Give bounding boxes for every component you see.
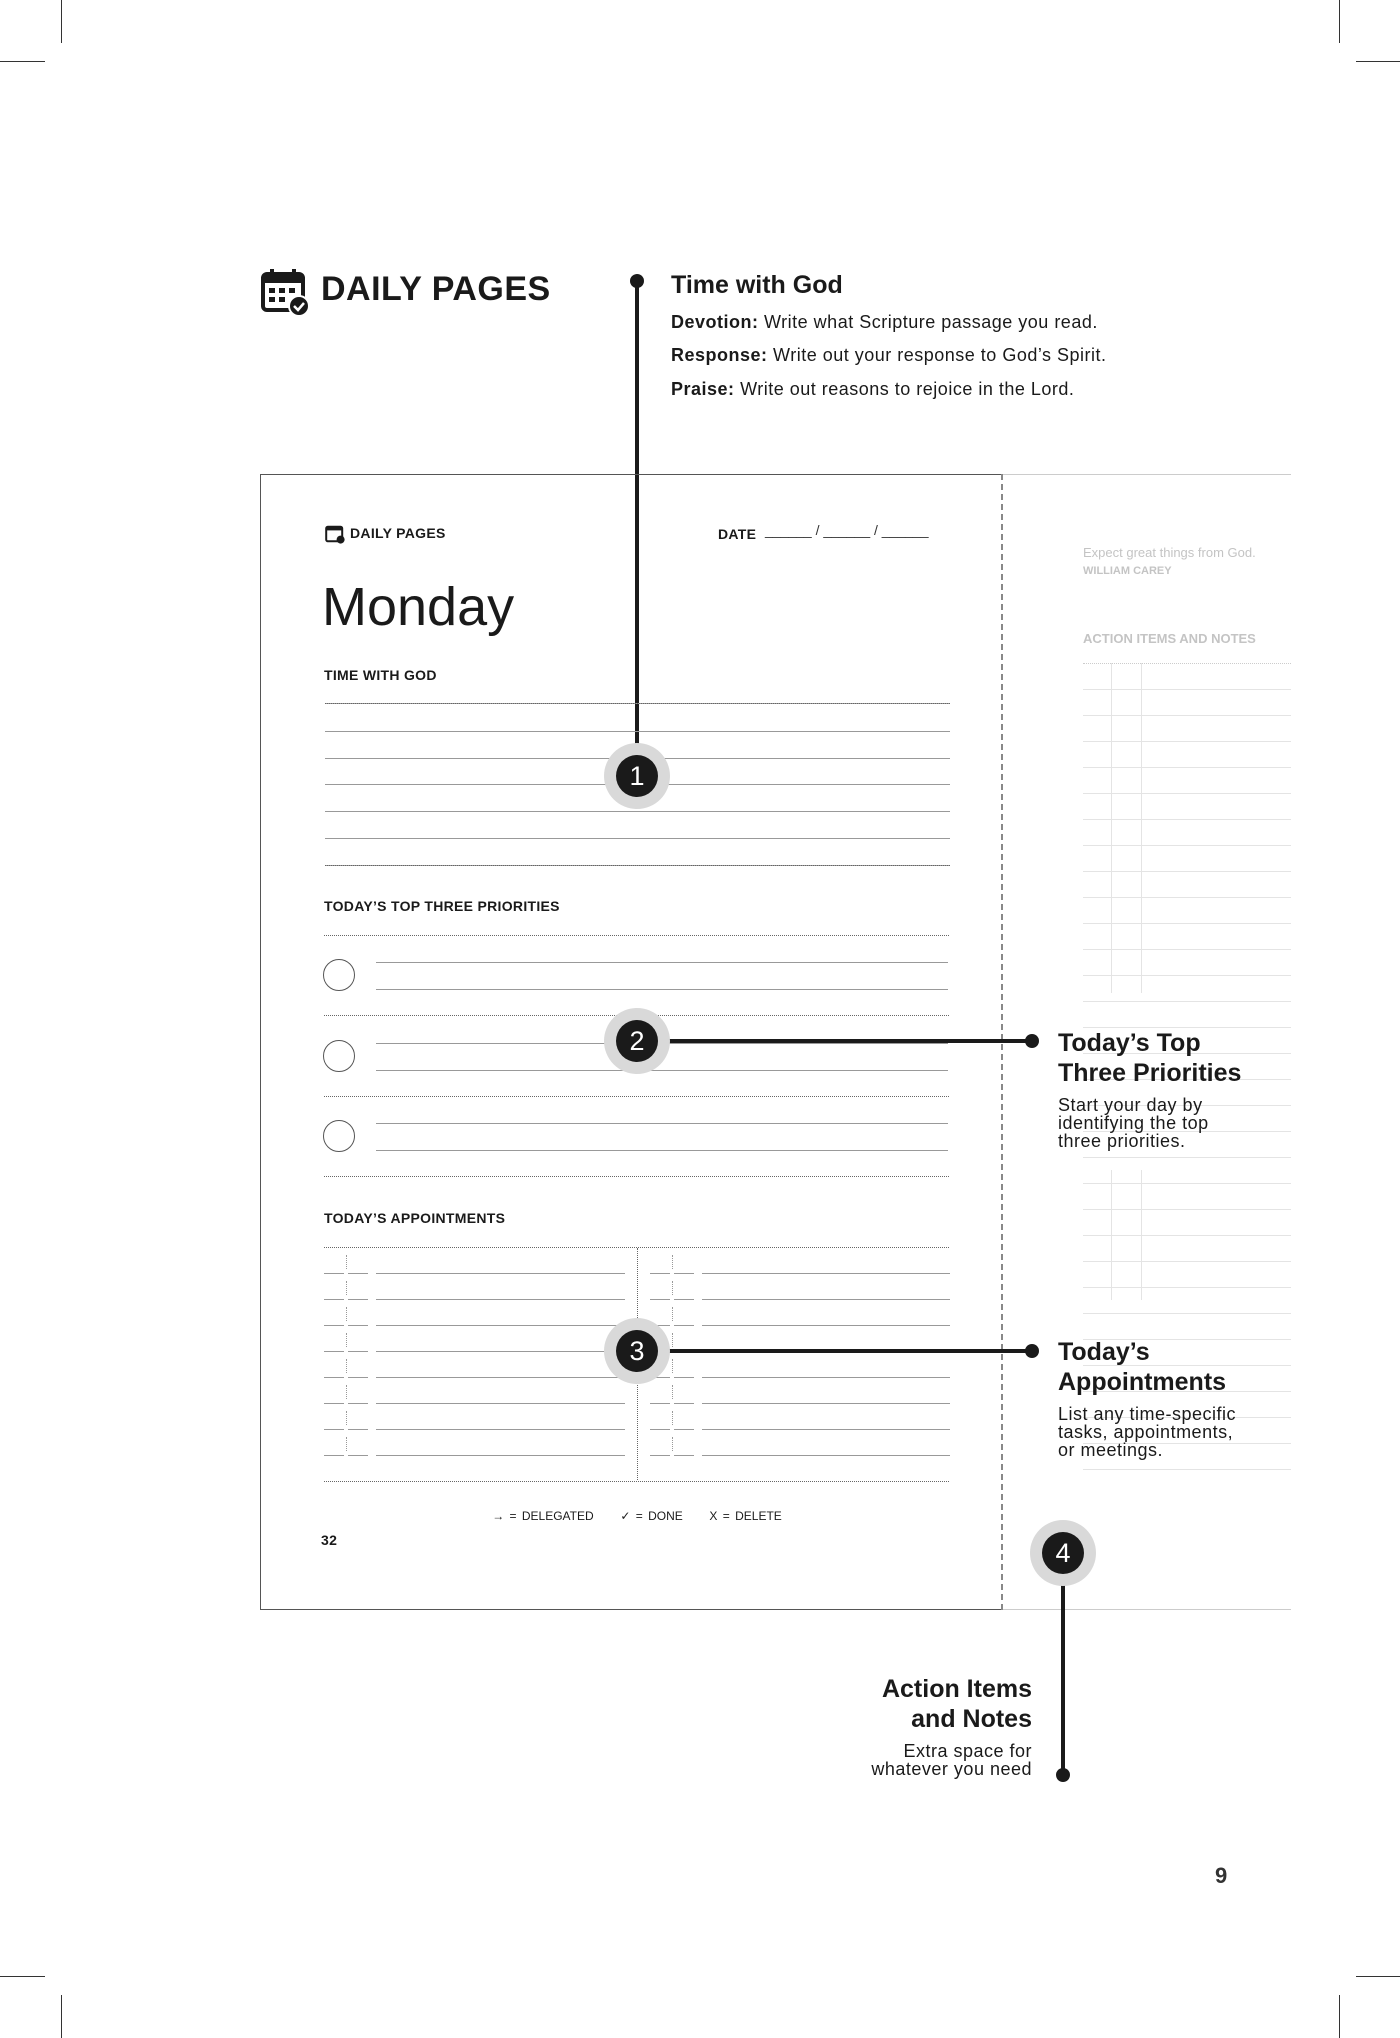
crop-mark bbox=[61, 1995, 62, 2038]
crop-mark bbox=[1356, 1976, 1400, 1977]
time-separator bbox=[672, 1359, 673, 1373]
title-line: Appointments bbox=[1058, 1368, 1227, 1396]
time-blank bbox=[324, 1299, 344, 1300]
legend-done: ✓ = DONE bbox=[620, 1509, 683, 1523]
text-line: List any time-specific bbox=[1058, 1404, 1237, 1424]
callout-line bbox=[1061, 1553, 1065, 1775]
time-blank bbox=[650, 1429, 670, 1430]
time-blank bbox=[650, 1273, 670, 1274]
grid-column bbox=[1141, 663, 1142, 993]
date-field: ______ / ______ / ______ bbox=[765, 522, 929, 538]
item-text: Write what Scripture passage you read. bbox=[764, 312, 1098, 332]
legend bbox=[0, 1509, 1274, 1523]
time-blank bbox=[348, 1351, 368, 1352]
item-label: Response: bbox=[671, 345, 768, 365]
grid-line bbox=[1083, 1183, 1291, 1184]
time-blank bbox=[674, 1325, 694, 1326]
grid-line bbox=[1083, 1313, 1291, 1314]
writing-line bbox=[376, 1150, 948, 1151]
grid-line bbox=[1083, 897, 1291, 898]
page-number: 9 bbox=[1215, 1863, 1228, 1888]
grid-line bbox=[1083, 819, 1291, 820]
appointment-line bbox=[376, 1351, 625, 1352]
priority-checkbox[interactable] bbox=[323, 1040, 355, 1072]
title-line: Today’s Top bbox=[1058, 1029, 1201, 1057]
grid-line bbox=[1083, 871, 1291, 872]
grid-column bbox=[1111, 1170, 1112, 1300]
item-text: Write out reasons to rejoice in the Lord. bbox=[740, 379, 1075, 399]
callout-title bbox=[882, 1674, 1032, 1734]
crop-mark bbox=[0, 61, 45, 62]
time-blank bbox=[650, 1403, 670, 1404]
time-separator bbox=[346, 1333, 347, 1347]
grid-line bbox=[1083, 715, 1291, 716]
grid-line bbox=[1083, 741, 1291, 742]
time-separator bbox=[672, 1333, 673, 1347]
appointment-line bbox=[702, 1403, 950, 1404]
writing-line bbox=[325, 731, 950, 732]
grid-line bbox=[1083, 1157, 1291, 1158]
item-label: Devotion: bbox=[671, 312, 759, 332]
time-blank bbox=[348, 1299, 368, 1300]
legend-delete: X = DELETE bbox=[709, 1509, 782, 1523]
time-separator bbox=[672, 1437, 673, 1451]
divider bbox=[324, 935, 949, 936]
quote-author: WILLIAM CAREY bbox=[1083, 565, 1172, 577]
time-blank bbox=[348, 1403, 368, 1404]
grid-line bbox=[1083, 1287, 1291, 1288]
grid-line bbox=[1083, 1235, 1291, 1236]
appointment-line bbox=[702, 1273, 950, 1274]
grid-line bbox=[1083, 923, 1291, 924]
writing-line bbox=[325, 865, 950, 866]
text-line: three priorities. bbox=[1058, 1131, 1186, 1151]
divider bbox=[1083, 663, 1291, 664]
text-line: or meetings. bbox=[1058, 1440, 1164, 1460]
grid-column bbox=[1111, 663, 1112, 993]
appointment-line bbox=[702, 1325, 950, 1326]
appointment-line bbox=[376, 1455, 625, 1456]
time-with-god-heading: TIME WITH GOD bbox=[324, 667, 437, 683]
divider bbox=[324, 1176, 949, 1177]
priority-checkbox[interactable] bbox=[323, 1120, 355, 1152]
callout-text bbox=[1058, 1096, 1209, 1150]
grid-line bbox=[1083, 793, 1291, 794]
badge-number: 4 bbox=[1042, 1532, 1084, 1574]
grid-line bbox=[1083, 1001, 1291, 1002]
title-line: Three Priorities bbox=[1058, 1059, 1242, 1087]
title-line: and Notes bbox=[911, 1705, 1032, 1733]
grid-line bbox=[1083, 689, 1291, 690]
time-blank bbox=[348, 1325, 368, 1326]
badge-number: 1 bbox=[616, 755, 658, 797]
writing-line bbox=[325, 811, 950, 812]
time-separator bbox=[672, 1255, 673, 1269]
title-line: Action Items bbox=[881, 1675, 1032, 1703]
text-line: tasks, appointments, bbox=[1058, 1422, 1234, 1442]
crop-mark bbox=[61, 0, 62, 43]
time-separator bbox=[346, 1437, 347, 1451]
text-line: whatever you need bbox=[871, 1759, 1032, 1779]
time-blank bbox=[674, 1377, 694, 1378]
section-title: DAILY PAGES bbox=[321, 270, 551, 308]
title-line: Today’s bbox=[1058, 1338, 1150, 1366]
action-items-heading: ACTION ITEMS AND NOTES bbox=[1083, 631, 1256, 646]
writing-line bbox=[325, 703, 950, 704]
callout-dot bbox=[1056, 1768, 1070, 1782]
callout-text bbox=[1058, 1405, 1236, 1459]
appointment-line bbox=[702, 1377, 950, 1378]
time-blank bbox=[674, 1455, 694, 1456]
appointment-line bbox=[702, 1455, 950, 1456]
time-blank bbox=[324, 1455, 344, 1456]
appointment-line bbox=[376, 1273, 625, 1274]
callout-item bbox=[671, 313, 1098, 331]
item-label: Praise: bbox=[671, 379, 735, 399]
crop-mark bbox=[1339, 0, 1340, 43]
grid-line bbox=[1083, 1469, 1291, 1470]
time-blank bbox=[348, 1429, 368, 1430]
day-title: Monday bbox=[322, 577, 515, 637]
callout-badge-2 bbox=[604, 1008, 670, 1074]
grid-column bbox=[1141, 1170, 1142, 1300]
item-text: Write out your response to God’s Spirit. bbox=[773, 345, 1107, 365]
time-separator bbox=[346, 1281, 347, 1295]
time-blank bbox=[324, 1377, 344, 1378]
time-separator bbox=[346, 1255, 347, 1269]
time-separator bbox=[672, 1307, 673, 1321]
grid-line bbox=[1083, 845, 1291, 846]
appointment-line bbox=[376, 1429, 625, 1430]
time-blank bbox=[348, 1273, 368, 1274]
callout-title bbox=[1058, 1028, 1241, 1088]
time-separator bbox=[346, 1359, 347, 1373]
legend-delegated: → = DELEGATED bbox=[492, 1509, 594, 1523]
callout-badge-1 bbox=[604, 743, 670, 809]
callout-title bbox=[1058, 1337, 1226, 1397]
time-separator bbox=[346, 1411, 347, 1425]
time-blank bbox=[324, 1351, 344, 1352]
text-line: identifying the top bbox=[1058, 1113, 1209, 1133]
page-header: DAILY PAGES bbox=[350, 525, 446, 541]
calendar-check-icon bbox=[325, 524, 345, 549]
grid-line bbox=[1083, 767, 1291, 768]
callout-dot bbox=[1025, 1034, 1039, 1048]
calendar-check-icon bbox=[260, 267, 310, 322]
facing-page-edge bbox=[1003, 1609, 1291, 1610]
priority-checkbox[interactable] bbox=[323, 959, 355, 991]
appointment-line bbox=[376, 1299, 625, 1300]
time-separator bbox=[672, 1411, 673, 1425]
badge-number: 2 bbox=[616, 1020, 658, 1062]
grid-line bbox=[1083, 949, 1291, 950]
appointment-line bbox=[376, 1377, 625, 1378]
writing-line bbox=[376, 962, 948, 963]
callout-title: Time with God bbox=[671, 271, 843, 299]
callout-line bbox=[637, 1349, 1032, 1353]
callout-text bbox=[871, 1742, 1032, 1778]
grid-line bbox=[1083, 1261, 1291, 1262]
date-label: DATE bbox=[718, 526, 757, 542]
time-blank bbox=[324, 1403, 344, 1404]
writing-line bbox=[325, 838, 950, 839]
time-blank bbox=[650, 1299, 670, 1300]
callout-badge-3 bbox=[604, 1318, 670, 1384]
time-blank bbox=[324, 1273, 344, 1274]
callout-line bbox=[637, 1039, 1032, 1043]
appointment-line bbox=[376, 1403, 625, 1404]
crop-mark bbox=[0, 1976, 45, 1977]
time-blank bbox=[348, 1377, 368, 1378]
time-blank bbox=[348, 1455, 368, 1456]
time-blank bbox=[674, 1299, 694, 1300]
crop-mark bbox=[1356, 61, 1400, 62]
appointment-line bbox=[702, 1299, 950, 1300]
callout-item bbox=[671, 346, 1107, 364]
appointment-line bbox=[702, 1429, 950, 1430]
badge-number: 3 bbox=[616, 1330, 658, 1372]
text-line: Start your day by bbox=[1058, 1095, 1203, 1115]
time-blank bbox=[650, 1455, 670, 1456]
appointment-line bbox=[376, 1325, 625, 1326]
writing-line bbox=[376, 989, 948, 990]
priorities-heading: TODAY’S TOP THREE PRIORITIES bbox=[324, 898, 560, 914]
time-separator bbox=[672, 1385, 673, 1399]
time-separator bbox=[346, 1307, 347, 1321]
grid-line bbox=[1083, 1209, 1291, 1210]
text-line: Extra space for bbox=[903, 1741, 1032, 1761]
crop-mark bbox=[1339, 1995, 1340, 2038]
grid-line bbox=[1083, 975, 1291, 976]
divider bbox=[324, 1481, 949, 1482]
time-blank bbox=[674, 1429, 694, 1430]
time-blank bbox=[674, 1273, 694, 1274]
time-separator bbox=[672, 1281, 673, 1295]
writing-line bbox=[376, 1123, 948, 1124]
quote: Expect great things from God. bbox=[1083, 545, 1256, 560]
time-separator bbox=[346, 1385, 347, 1399]
callout-item bbox=[671, 380, 1074, 398]
divider bbox=[324, 1096, 949, 1097]
appointments-heading: TODAY’S APPOINTMENTS bbox=[324, 1210, 506, 1226]
writing-line bbox=[376, 1070, 948, 1071]
callout-badge-4 bbox=[1030, 1520, 1096, 1586]
callout-dot bbox=[1025, 1344, 1039, 1358]
time-blank bbox=[324, 1325, 344, 1326]
time-blank bbox=[674, 1403, 694, 1404]
time-blank bbox=[324, 1429, 344, 1430]
facing-page-edge bbox=[1003, 474, 1291, 475]
sample-page-number: 32 bbox=[321, 1532, 338, 1548]
